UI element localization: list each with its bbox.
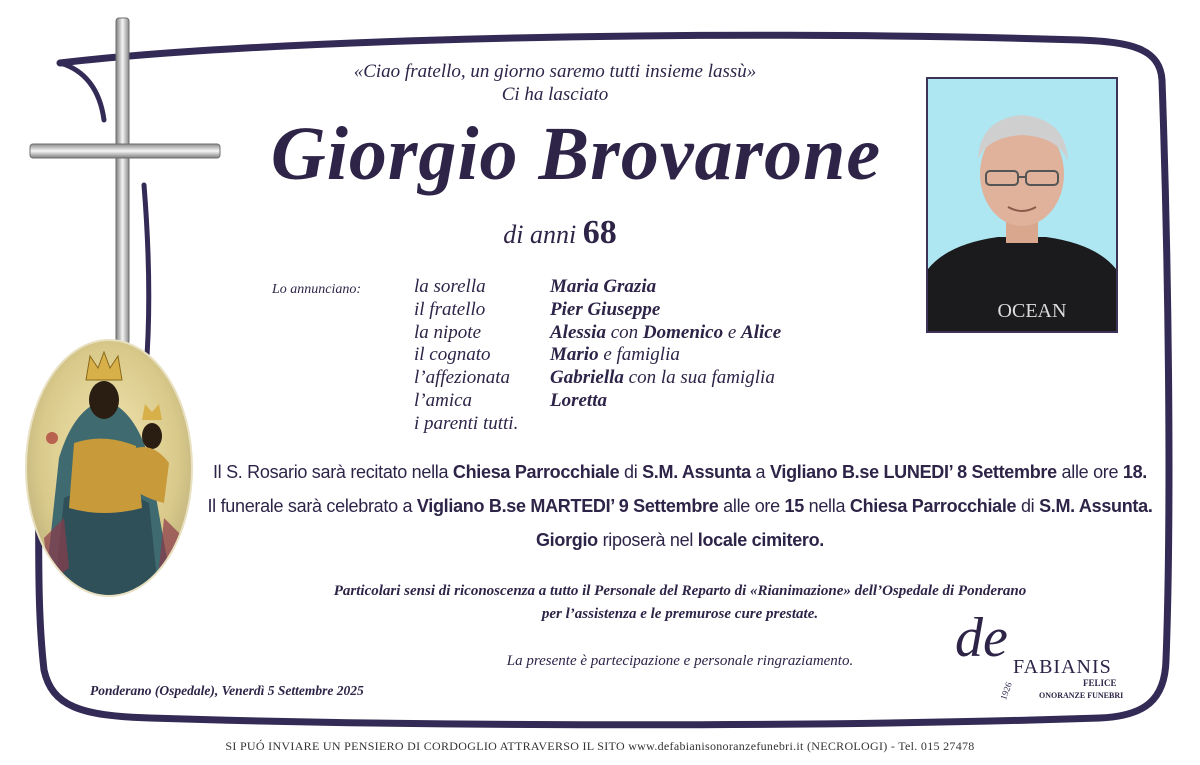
logo-tagline: ONORANZE FUNEBRI xyxy=(1039,691,1124,700)
relative-relation: l’affezionata xyxy=(414,367,511,389)
relative-connector: e famiglia xyxy=(603,344,680,366)
relative-names xyxy=(550,299,660,321)
portrait-image xyxy=(928,79,1116,331)
thanks-line-1: Particolari sensi di riconoscenza a tutto il Personale del Reparto di «Rianimazione» dell’Ospedale di Ponderano xyxy=(333,583,1027,599)
left-us-line: Ci ha lasciato xyxy=(501,84,609,105)
text-emphasis: Vigliano B.se MARTEDI’ 9 Settembre xyxy=(416,496,719,516)
relative-connector: e xyxy=(727,321,737,343)
relative-names xyxy=(550,390,607,412)
funeral-home-logo xyxy=(955,607,1130,704)
text-emphasis: Giorgio xyxy=(535,530,598,550)
text-emphasis: 15 xyxy=(784,496,804,516)
portrait-photo xyxy=(926,77,1118,333)
cross-icon xyxy=(28,16,223,346)
relative-names xyxy=(550,367,775,389)
relative-name: Maria Grazia xyxy=(550,276,657,297)
text-fragment: alle ore xyxy=(718,496,785,516)
thanks-line-2: per l’assistenza e le premurose cure prestate. xyxy=(541,606,819,622)
relative-name: Gabriella xyxy=(550,367,624,389)
relative-connector: con xyxy=(610,321,639,343)
text-fragment: Il S. Rosario sarà recitato nella xyxy=(212,462,453,482)
relative-relation: il fratello xyxy=(414,298,486,320)
relative-relation: il cognato xyxy=(414,344,491,366)
relative-name: Pier Giuseppe xyxy=(550,298,661,320)
madonna-medallion-image xyxy=(24,338,194,598)
relative-name: Alice xyxy=(741,321,782,343)
relative-names xyxy=(550,344,680,366)
relative-relation: la sorella xyxy=(414,276,486,297)
funeral-line xyxy=(205,496,1155,517)
age-prefix: di anni xyxy=(503,220,577,249)
relative-names xyxy=(550,322,781,344)
logo-brand: FABIANIS xyxy=(1013,656,1112,678)
participation-note: La presente è partecipazione e personale ringraziamento. xyxy=(506,653,854,669)
logo-script: de xyxy=(955,607,1008,669)
text-emphasis: S.M. Assunta. xyxy=(1039,496,1153,516)
relative-relation: l’amica xyxy=(414,390,473,411)
rosary-line xyxy=(205,462,1155,483)
relative-relation: i parenti tutti. xyxy=(414,412,519,434)
text-fragment: a xyxy=(750,462,770,482)
place-date: Ponderano (Ospedale), Venerdì 5 Settembre 2025 xyxy=(90,683,364,698)
age-line xyxy=(420,214,700,252)
shirt-print: OCEAN xyxy=(997,300,1067,322)
text-emphasis: Chiesa Parrocchiale xyxy=(849,496,1017,516)
relative-connector: con la sua famiglia xyxy=(628,367,775,389)
memorial-quote xyxy=(250,60,860,106)
text-emphasis: S.M. Assunta xyxy=(642,462,751,482)
relative-name: Mario xyxy=(550,344,599,366)
text-emphasis: Chiesa Parrocchiale xyxy=(452,462,620,482)
relative-name: Loretta xyxy=(550,390,607,411)
relative-name: Alessia xyxy=(550,321,606,343)
relative-names xyxy=(550,276,656,298)
text-emphasis: locale cimitero. xyxy=(697,530,825,550)
text-emphasis: 18. xyxy=(1122,462,1148,482)
text-fragment: di xyxy=(619,462,643,482)
text-fragment: di xyxy=(1016,496,1040,516)
relative-relation: la nipote xyxy=(414,321,482,343)
logo-first-name: FELICE xyxy=(1083,678,1117,688)
deceased-name: Giorgio Brovarone xyxy=(270,112,882,196)
text-emphasis: Vigliano B.se LUNEDI’ 8 Settembre xyxy=(769,462,1057,482)
text-fragment: Il funerale sarà celebrato a xyxy=(207,496,417,516)
burial-line xyxy=(205,530,1155,551)
footer-contact: SI PUÓ INVIARE UN PENSIERO DI CORDOGLIO ATTRAVERSO IL SITO www.defabianisonoranzefunebri.it (NECROLOGI) - Tel. 015 27478 xyxy=(225,739,975,753)
quote-line: «Ciao fratello, un giorno saremo tutti insieme lassù» xyxy=(353,61,757,82)
announce-label: Lo annunciano: xyxy=(272,282,362,297)
relative-name: Domenico xyxy=(642,321,724,343)
text-fragment: nella xyxy=(803,496,850,516)
logo-year: 1926 xyxy=(998,680,1014,702)
text-fragment: alle ore xyxy=(1056,462,1123,482)
age-value: 68 xyxy=(582,214,617,251)
text-fragment: riposerà nel xyxy=(597,530,698,550)
